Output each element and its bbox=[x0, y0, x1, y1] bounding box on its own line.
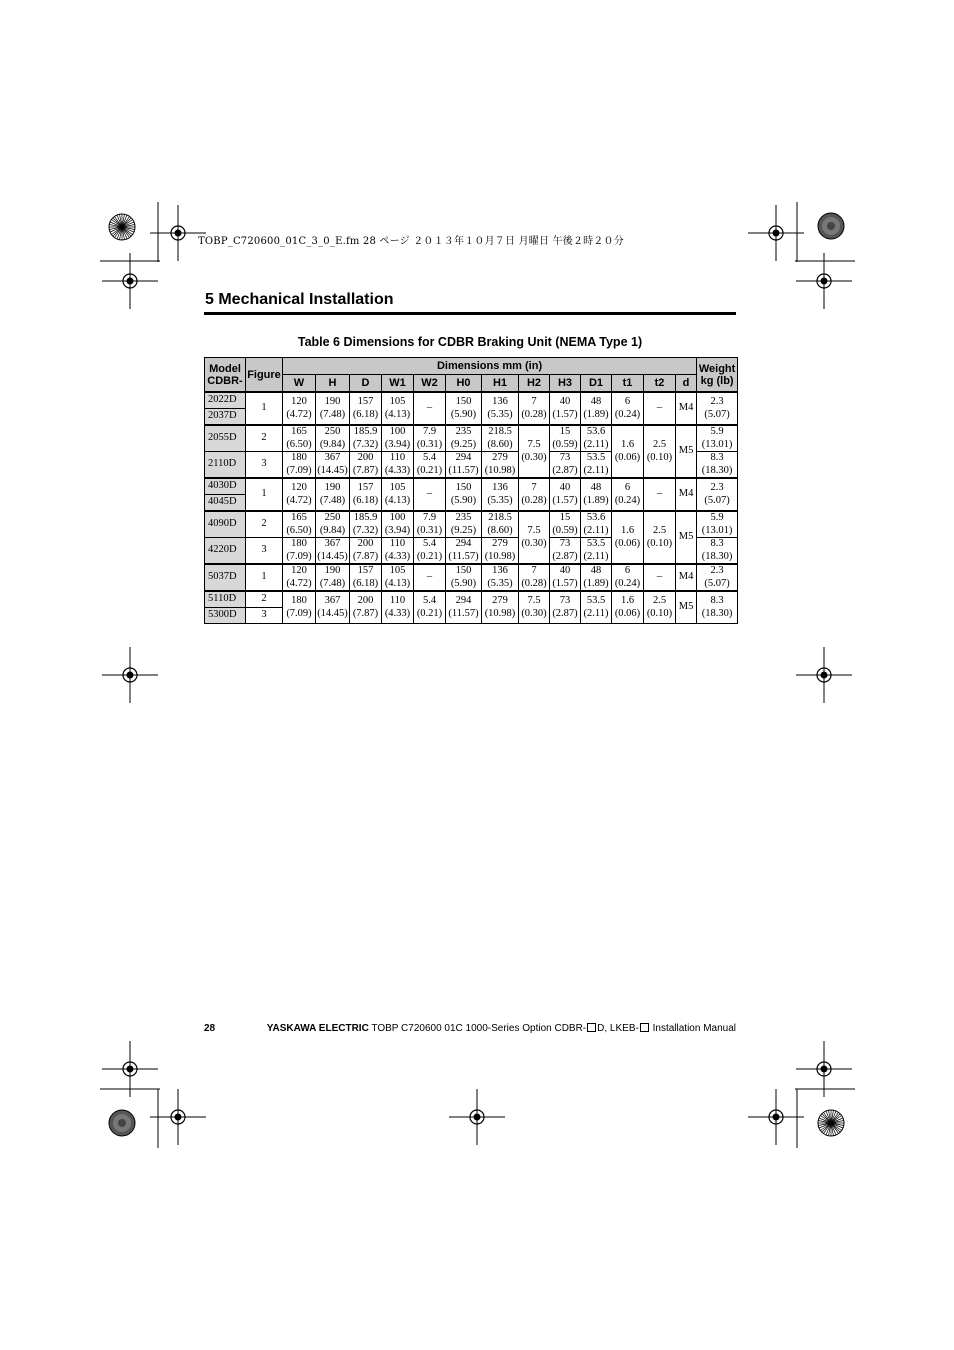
cell-h: 250 (9.84) bbox=[316, 511, 350, 538]
cell-h: 367 (14.45) bbox=[316, 452, 350, 479]
cell-h2: 7.5 (0.30) bbox=[519, 425, 550, 478]
cell-w: 120 (4.72) bbox=[283, 392, 316, 425]
placeholder-box-icon bbox=[640, 1023, 649, 1032]
cell-w2: – bbox=[414, 478, 446, 511]
cell-t2: 2.5 (0.10) bbox=[644, 511, 676, 564]
cell-h3: 15 (0.59) bbox=[550, 425, 581, 452]
cell-h3: 73 (2.87) bbox=[550, 538, 581, 565]
page-number: 28 bbox=[204, 1023, 216, 1034]
file-info-line: TOBP_C720600_01C_3_0_E.fm 28 ページ ２０１３年１０月７日 月曜日 午後２時２０分 bbox=[198, 236, 624, 247]
cell-h1: 218.5 (8.60) bbox=[482, 425, 519, 452]
cell-d-bolt: M4 bbox=[676, 392, 697, 425]
table-row bbox=[205, 591, 738, 608]
model-cell: 4220D bbox=[205, 538, 246, 565]
footer-brand: YASKAWA ELECTRIC bbox=[266, 1023, 369, 1034]
cell-d-bolt: M5 bbox=[676, 425, 697, 478]
cell-d1: 48 (1.89) bbox=[581, 478, 612, 511]
dimensions-table bbox=[204, 357, 738, 624]
model-cell: 2055D bbox=[205, 425, 246, 452]
figure-cell: 2 bbox=[246, 591, 283, 608]
cell-t1: 1.6 (0.06) bbox=[612, 425, 644, 478]
section-rule bbox=[204, 312, 736, 315]
cell-h1: 136 (5.35) bbox=[482, 478, 519, 511]
header-figure: Figure bbox=[246, 358, 283, 393]
cell-d: 157 (6.18) bbox=[350, 392, 382, 425]
header-model: Model CDBR- bbox=[205, 358, 246, 393]
model-cell: 5110D bbox=[205, 591, 246, 608]
header-weight: Weight kg (lb) bbox=[697, 358, 738, 393]
cell-t1: 6 (0.24) bbox=[612, 392, 644, 425]
cell-h: 367 (14.45) bbox=[316, 591, 350, 624]
cell-d1: 53.6 (2.11) bbox=[581, 425, 612, 452]
header-h0: H0 bbox=[446, 375, 482, 393]
model-cell: 5037D bbox=[205, 564, 246, 591]
cell-h0: 235 (9.25) bbox=[446, 425, 482, 452]
cell-h1: 218.5 (8.60) bbox=[482, 511, 519, 538]
cell-w: 180 (7.09) bbox=[283, 452, 316, 479]
cell-h3: 40 (1.57) bbox=[550, 392, 581, 425]
cell-weight: 5.9 (13.01) bbox=[697, 425, 738, 452]
header-h3: H3 bbox=[550, 375, 581, 393]
cell-w1: 110 (4.33) bbox=[382, 591, 414, 624]
cell-d1: 48 (1.89) bbox=[581, 564, 612, 591]
cell-w1: 105 (4.13) bbox=[382, 564, 414, 591]
cell-d-bolt: M4 bbox=[676, 478, 697, 511]
figure-cell: 2 bbox=[246, 511, 283, 538]
cell-h0: 150 (5.90) bbox=[446, 564, 482, 591]
cell-h1: 136 (5.35) bbox=[482, 564, 519, 591]
cell-w2: 5.4 (0.21) bbox=[414, 452, 446, 479]
table-caption: Table 6 Dimensions for CDBR Braking Unit (NEMA Type 1) bbox=[297, 335, 643, 349]
cell-h2: 7.5 (0.30) bbox=[519, 511, 550, 564]
model-cell: 2110D bbox=[205, 452, 246, 479]
cell-d: 185.9 (7.32) bbox=[350, 511, 382, 538]
cell-h3: 40 (1.57) bbox=[550, 478, 581, 511]
cell-d-bolt: M5 bbox=[676, 591, 697, 624]
placeholder-box-icon bbox=[587, 1023, 596, 1032]
cell-h1: 136 (5.35) bbox=[482, 392, 519, 425]
header-d-bolt: d bbox=[676, 375, 697, 393]
cell-h: 250 (9.84) bbox=[316, 425, 350, 452]
cell-h1: 279 (10.98) bbox=[482, 591, 519, 624]
cell-w2: – bbox=[414, 392, 446, 425]
table-row bbox=[205, 392, 738, 409]
table-row bbox=[205, 564, 738, 591]
header-d1: D1 bbox=[581, 375, 612, 393]
footer-text: YASKAWA ELECTRIC TOBP C720600 01C 1000-Series Option CDBR- D, LKEB- Installation Manual bbox=[266, 1023, 736, 1034]
table-row bbox=[205, 511, 738, 538]
header-d: D bbox=[350, 375, 382, 393]
cell-h2: 7 (0.28) bbox=[519, 392, 550, 425]
cell-t1: 6 (0.24) bbox=[612, 564, 644, 591]
cell-h0: 150 (5.90) bbox=[446, 392, 482, 425]
header-dimensions: Dimensions mm (in) bbox=[283, 358, 697, 375]
cell-weight: 8.3 (18.30) bbox=[697, 452, 738, 479]
cell-weight: 2.3 (5.07) bbox=[697, 564, 738, 591]
cell-h3: 15 (0.59) bbox=[550, 511, 581, 538]
model-cell: 4090D bbox=[205, 511, 246, 538]
cell-w1: 110 (4.33) bbox=[382, 452, 414, 479]
cell-d1: 53.5 (2.11) bbox=[581, 591, 612, 624]
figure-cell: 1 bbox=[246, 564, 283, 591]
cell-w2: 5.4 (0.21) bbox=[414, 538, 446, 565]
header-w1: W1 bbox=[382, 375, 414, 393]
cell-h3: 73 (2.87) bbox=[550, 591, 581, 624]
cell-w2: 7.9 (0.31) bbox=[414, 425, 446, 452]
cell-h: 190 (7.48) bbox=[316, 392, 350, 425]
cell-w: 165 (6.50) bbox=[283, 511, 316, 538]
cell-weight: 2.3 (5.07) bbox=[697, 478, 738, 511]
cell-t2: 2.5 (0.10) bbox=[644, 591, 676, 624]
cell-w: 180 (7.09) bbox=[283, 538, 316, 565]
cell-d1: 53.5 (2.11) bbox=[581, 538, 612, 565]
model-cell: 2037D bbox=[205, 409, 246, 426]
cell-t1: 1.6 (0.06) bbox=[612, 511, 644, 564]
cell-w1: 110 (4.33) bbox=[382, 538, 414, 565]
cell-w2: 5.4 (0.21) bbox=[414, 591, 446, 624]
figure-cell: 3 bbox=[246, 538, 283, 565]
cell-w1: 105 (4.13) bbox=[382, 392, 414, 425]
cell-d1: 53.6 (2.11) bbox=[581, 511, 612, 538]
section-title: 5 Mechanical Installation bbox=[205, 291, 394, 308]
model-cell: 4030D bbox=[205, 478, 246, 495]
model-cell: 4045D bbox=[205, 495, 246, 512]
header-h1: H1 bbox=[482, 375, 519, 393]
table-row bbox=[205, 425, 738, 452]
header-t2: t2 bbox=[644, 375, 676, 393]
figure-cell: 1 bbox=[246, 478, 283, 511]
cell-weight: 5.9 (13.01) bbox=[697, 511, 738, 538]
cell-h3: 40 (1.57) bbox=[550, 564, 581, 591]
cell-h1: 279 (10.98) bbox=[482, 452, 519, 479]
cell-w1: 100 (3.94) bbox=[382, 511, 414, 538]
cell-w: 120 (4.72) bbox=[283, 564, 316, 591]
cell-d-bolt: M5 bbox=[676, 511, 697, 564]
cell-t1: 6 (0.24) bbox=[612, 478, 644, 511]
cell-d1: 48 (1.89) bbox=[581, 392, 612, 425]
model-cell: 2022D bbox=[205, 392, 246, 409]
cell-h0: 294 (11.57) bbox=[446, 452, 482, 479]
cell-d: 157 (6.18) bbox=[350, 478, 382, 511]
cell-h2: 7 (0.28) bbox=[519, 564, 550, 591]
cell-t2: – bbox=[644, 392, 676, 425]
cell-w: 165 (6.50) bbox=[283, 425, 316, 452]
cell-w: 120 (4.72) bbox=[283, 478, 316, 511]
cell-h3: 73 (2.87) bbox=[550, 452, 581, 479]
table-row bbox=[205, 478, 738, 495]
model-cell: 5300D bbox=[205, 608, 246, 624]
cell-d-bolt: M4 bbox=[676, 564, 697, 591]
cell-d: 200 (7.87) bbox=[350, 591, 382, 624]
cell-w1: 100 (3.94) bbox=[382, 425, 414, 452]
figure-cell: 3 bbox=[246, 452, 283, 479]
cell-w: 180 (7.09) bbox=[283, 591, 316, 624]
cell-d1: 53.5 (2.11) bbox=[581, 452, 612, 479]
cell-h2: 7.5 (0.30) bbox=[519, 591, 550, 624]
cell-h1: 279 (10.98) bbox=[482, 538, 519, 565]
header-t1: t1 bbox=[612, 375, 644, 393]
cell-d: 185.9 (7.32) bbox=[350, 425, 382, 452]
cell-w1: 105 (4.13) bbox=[382, 478, 414, 511]
cell-h0: 150 (5.90) bbox=[446, 478, 482, 511]
cell-w2: – bbox=[414, 564, 446, 591]
cell-h: 190 (7.48) bbox=[316, 478, 350, 511]
cell-weight: 2.3 (5.07) bbox=[697, 392, 738, 425]
figure-cell: 2 bbox=[246, 425, 283, 452]
cell-h: 367 (14.45) bbox=[316, 538, 350, 565]
cell-t2: – bbox=[644, 564, 676, 591]
cell-h2: 7 (0.28) bbox=[519, 478, 550, 511]
header-h: H bbox=[316, 375, 350, 393]
cell-h0: 235 (9.25) bbox=[446, 511, 482, 538]
cell-h0: 294 (11.57) bbox=[446, 538, 482, 565]
cell-d: 200 (7.87) bbox=[350, 538, 382, 565]
cell-weight: 8.3 (18.30) bbox=[697, 591, 738, 624]
header-w2: W2 bbox=[414, 375, 446, 393]
cell-weight: 8.3 (18.30) bbox=[697, 538, 738, 565]
cell-t2: – bbox=[644, 478, 676, 511]
cell-t1: 1.6 (0.06) bbox=[612, 591, 644, 624]
cell-d: 200 (7.87) bbox=[350, 452, 382, 479]
cell-w2: 7.9 (0.31) bbox=[414, 511, 446, 538]
figure-cell: 1 bbox=[246, 392, 283, 425]
header-w: W bbox=[283, 375, 316, 393]
figure-cell: 3 bbox=[246, 608, 283, 624]
cell-h0: 294 (11.57) bbox=[446, 591, 482, 624]
header-h2: H2 bbox=[519, 375, 550, 393]
cell-t2: 2.5 (0.10) bbox=[644, 425, 676, 478]
cell-d: 157 (6.18) bbox=[350, 564, 382, 591]
cell-h: 190 (7.48) bbox=[316, 564, 350, 591]
